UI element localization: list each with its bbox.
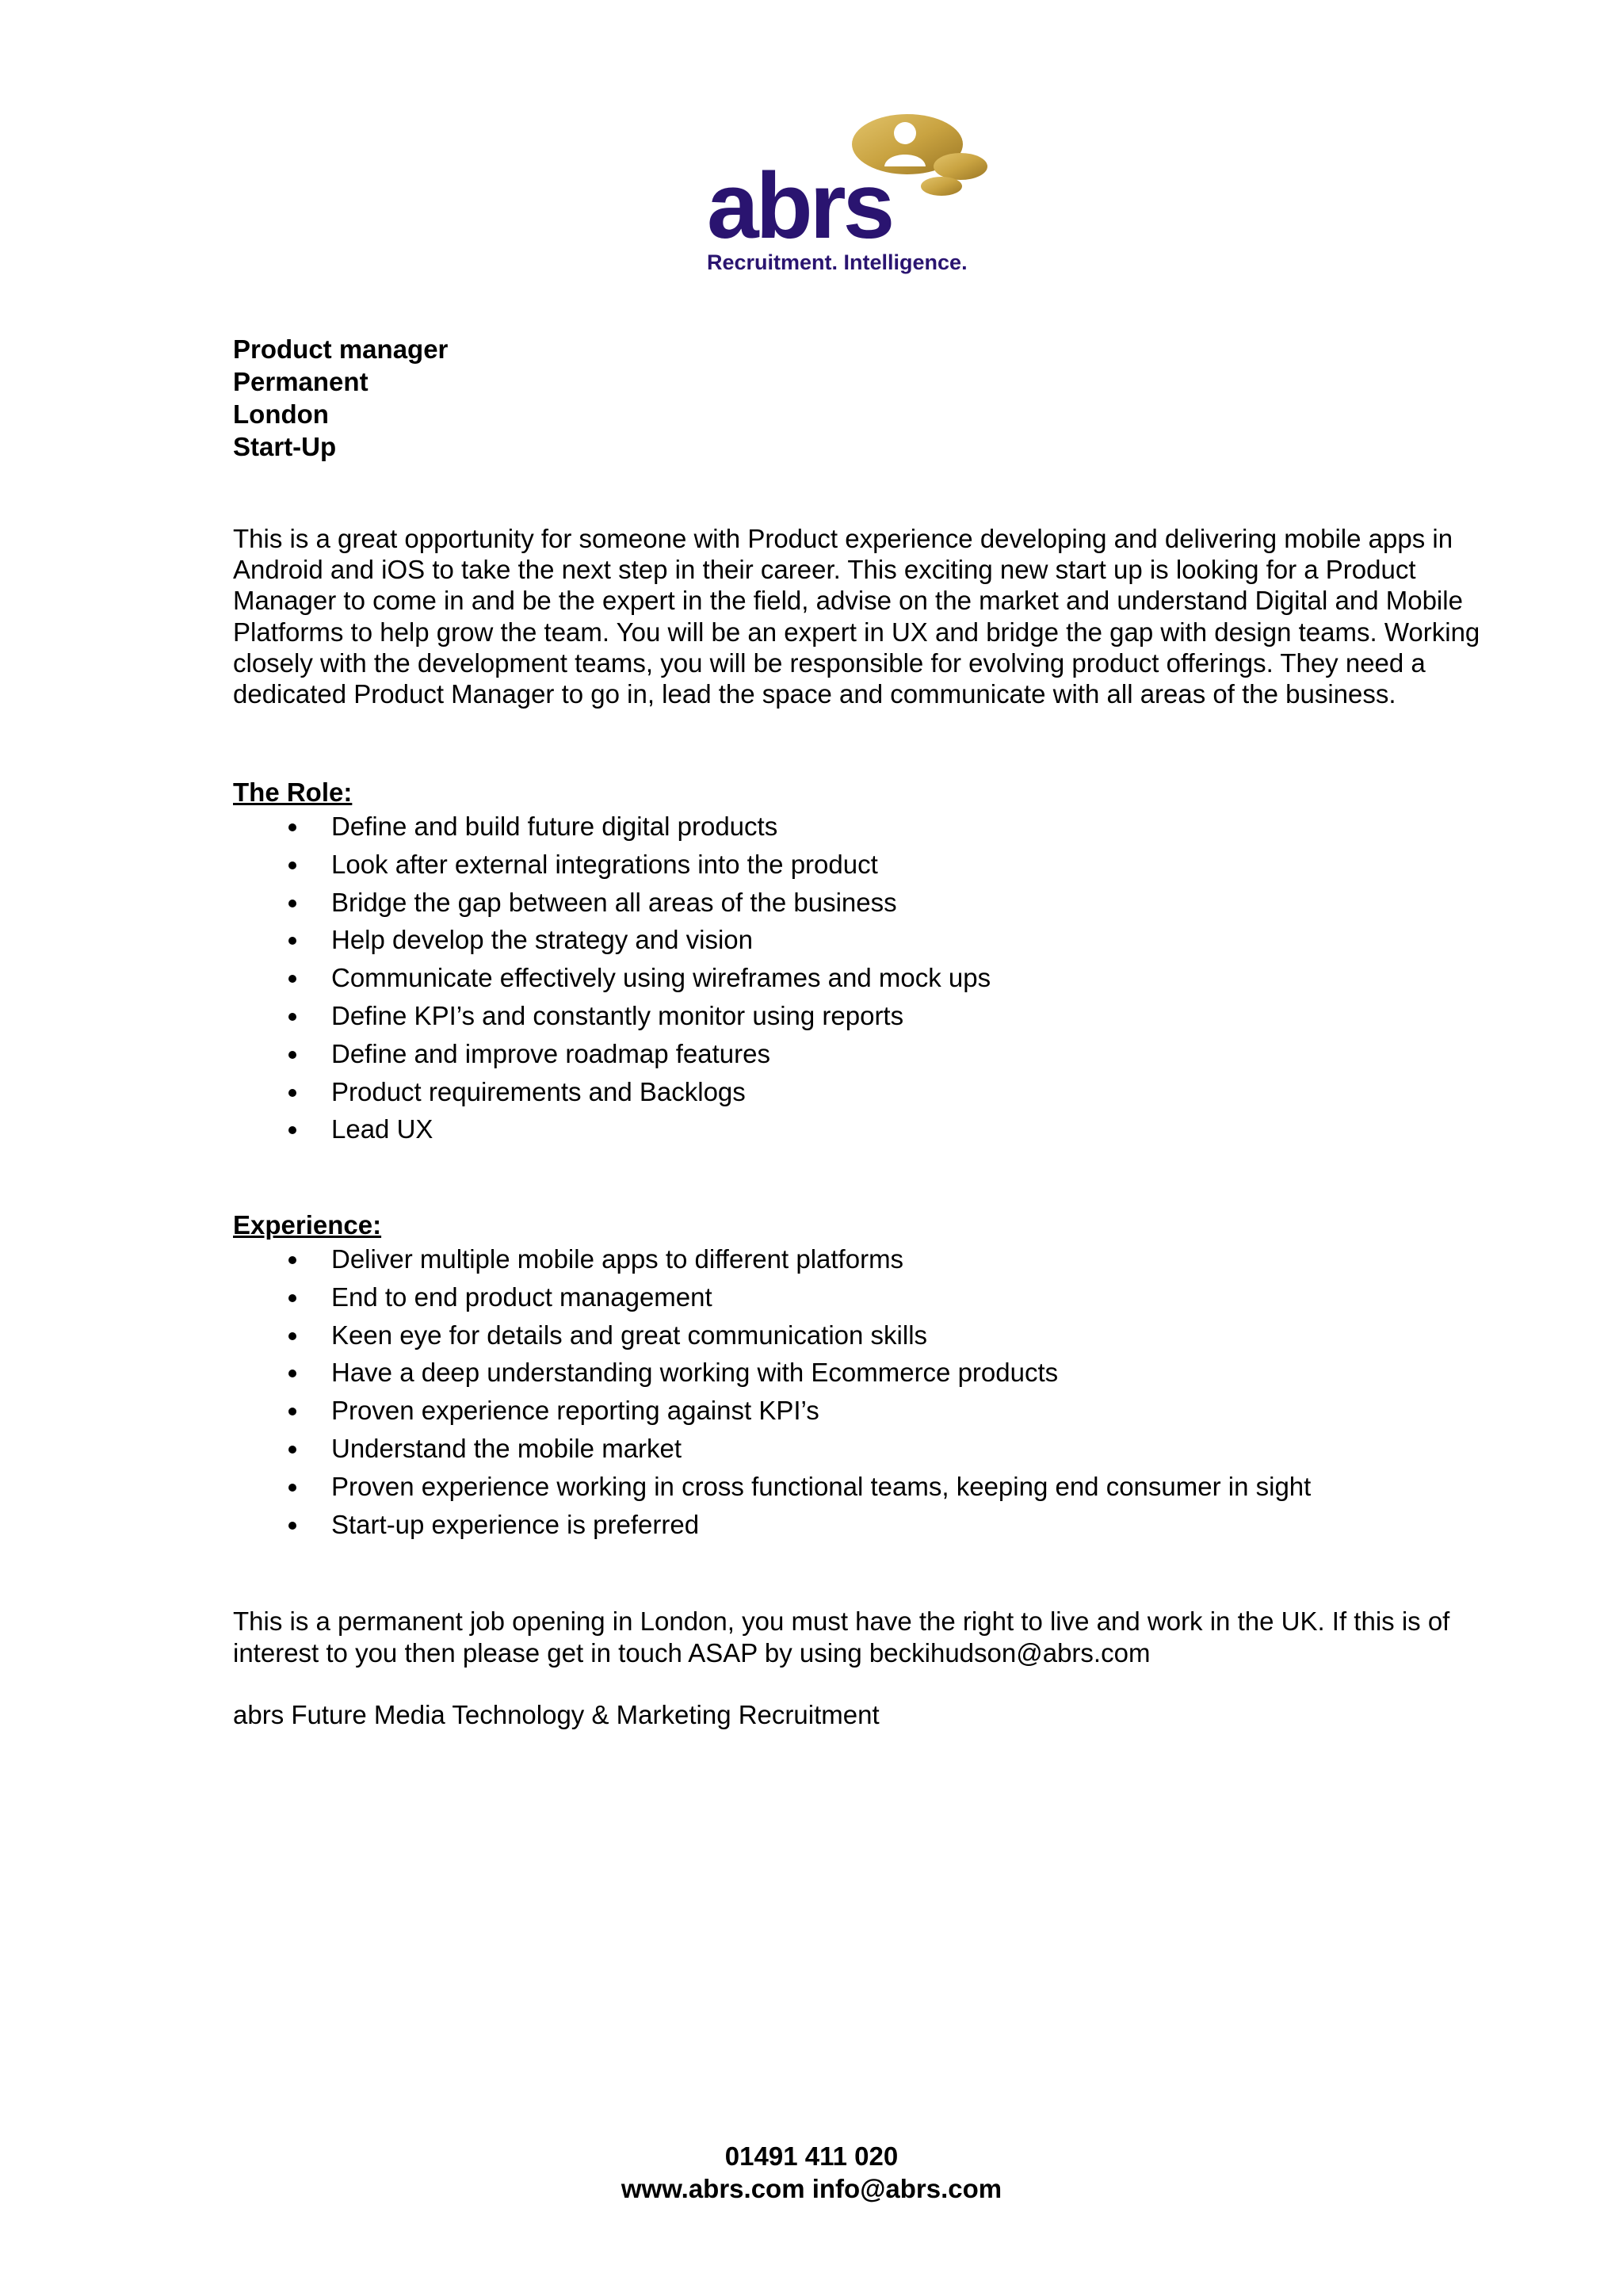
experience-item: Keen eye for details and great communication skills: [233, 1316, 1311, 1354]
role-item: Define KPI’s and constantly monitor using reports: [233, 997, 991, 1035]
experience-item: End to end product management: [233, 1278, 1311, 1316]
job-title: Product manager: [233, 334, 449, 364]
experience-item: Proven experience working in cross functional teams, keeping end consumer in sight: [233, 1468, 1311, 1506]
role-item: Define and improve roadmap features: [233, 1035, 991, 1073]
footer-web-email: www.abrs.com info@abrs.com: [621, 2174, 1002, 2203]
signoff-line: abrs Future Media Technology & Marketing Recruitment: [233, 1700, 880, 1729]
experience-item: Have a deep understanding working with Ecommerce products: [233, 1354, 1311, 1392]
job-location: London: [233, 399, 329, 429]
closing-paragraph: This is a permanent job opening in London, you must have the right to live and work in the UK. If this is of interest to you then please get in touch ASAP by using beckihudson@abrs.com: [233, 1606, 1450, 1668]
company-stage: Start-Up: [233, 432, 337, 461]
person-head-icon: [894, 122, 916, 144]
footer-phone: 01491 411 020: [724, 2141, 899, 2171]
role-item: Define and build future digital products: [233, 808, 991, 846]
role-item: Look after external integrations into the product: [233, 846, 991, 884]
role-item: Help develop the strategy and vision: [233, 921, 991, 959]
experience-item: Deliver multiple mobile apps to different platforms: [233, 1240, 1311, 1278]
footer-contact: [0, 2140, 1623, 2205]
bubble-medium: [934, 153, 987, 180]
job-header: [233, 333, 448, 463]
role-heading: The Role:: [233, 777, 353, 807]
job-type: Permanent: [233, 367, 369, 396]
role-item: Product requirements and Backlogs: [233, 1073, 991, 1111]
logo-tagline: Recruitment. Intelligence.: [707, 250, 968, 274]
experience-heading: Experience:: [233, 1210, 382, 1240]
abrs-logo: [705, 111, 1006, 277]
role-item: Bridge the gap between all areas of the business: [233, 884, 991, 922]
experience-item: Proven experience reporting against KPI’s: [233, 1392, 1311, 1430]
experience-list: [233, 1240, 1311, 1543]
role-list: [233, 808, 991, 1148]
intro-paragraph: This is a great opportunity for someone with Product experience developing and delivering mobile apps in Android and iOS to take the next step in their career. This exciting new start up is looking for a Product Manager to come in and be the expert in the field, advise on the market and understand Digital and Mobile Platforms to help grow the team. You will be an expert in UX and bridge the gap with design teams. Working closely with the development teams, you will be responsible for evolving product offerings. They need a dedicated Product Manager to go in, lead the space and communicate with all areas of the business.: [233, 524, 1480, 709]
experience-item: Start-up experience is preferred: [233, 1506, 1311, 1544]
role-item: Lead UX: [233, 1110, 991, 1148]
bubble-small: [921, 177, 962, 196]
logo-wordmark: abrs: [707, 154, 892, 258]
role-item: Communicate effectively using wireframes and mock ups: [233, 959, 991, 997]
experience-item: Understand the mobile market: [233, 1430, 1311, 1468]
